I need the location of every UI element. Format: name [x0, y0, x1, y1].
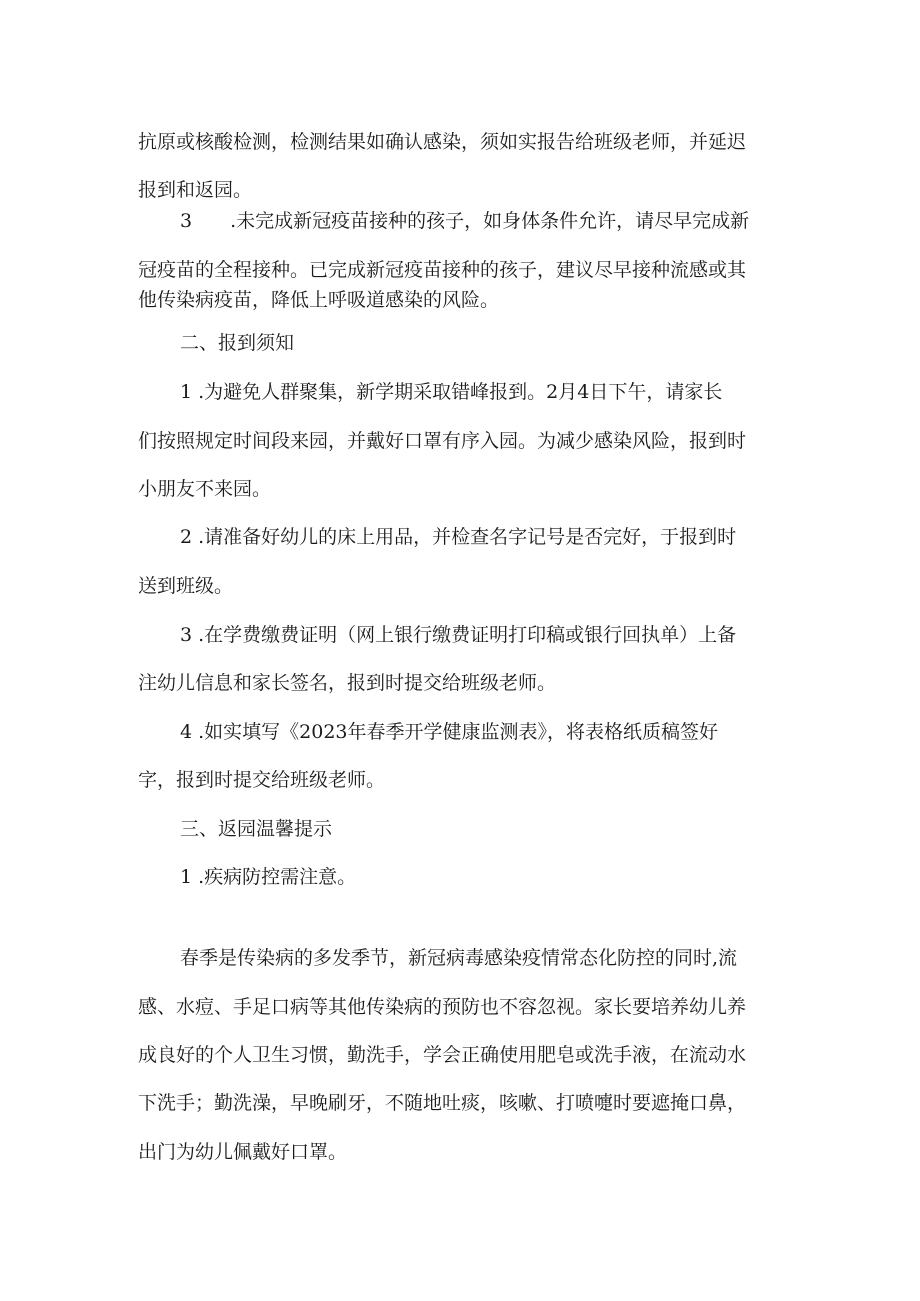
paragraph-line: 成良好的个人卫生习惯，勤洗手，学会正确使用肥皂或洗手液，在流动水 [138, 1044, 747, 1066]
section-heading: 三、返园温馨提示 [180, 818, 333, 840]
paragraph-line: 出门为幼儿佩戴好口罩。 [138, 1141, 348, 1163]
paragraph-line: 下洗手；勤洗澡，早晚刷牙，不随地吐痰，咳嗽、打喷嚏时要遮掩口鼻， [138, 1092, 747, 1114]
list-item-line: 1 .为避免人群聚集，新学期采取错峰报到。2月4日下午，请家长 [180, 381, 723, 403]
paragraph-line: 春季是传染病的多发季节，新冠病毒感染疫情常态化防控的同时,流 [180, 947, 738, 969]
paragraph-line: 感、水痘、手足口病等其他传染病的预防也不容忽视。家长要培养幼儿养 [138, 996, 747, 1018]
paragraph-line: 送到班级。 [138, 575, 234, 597]
paragraph-line: 注幼儿信息和家长签名，报到时提交给班级老师。 [138, 672, 557, 694]
list-item-line: 1 .疾病防控需注意。 [180, 866, 357, 888]
paragraph-line: 们按照规定时间段来园，并戴好口罩有序入园。为减少感染风险，报到时 [138, 430, 747, 452]
paragraph-line: 抗原或核酸检测，检测结果如确认感染，须如实报告给班级老师，并延迟 [138, 131, 747, 153]
paragraph-line: 报到和返园。 [138, 179, 253, 201]
paragraph-line: 字，报到时提交给班级老师。 [138, 769, 386, 791]
paragraph-line: 冠疫苗的全程接种。已完成新冠疫苗接种的孩子，建议尽早接种流感或其 [138, 259, 747, 281]
paragraph-line: 小朋友不来园。 [138, 478, 272, 500]
list-item-line: 3 .未完成新冠疫苗接种的孩子，如身体条件允许，请尽早完成新 [180, 210, 750, 232]
paragraph-line: 他传染病疫苗，降低上呼吸道感染的风险。 [138, 289, 500, 311]
section-heading: 二、报到须知 [180, 332, 295, 354]
list-item-line: 4 .如实填写《2023年春季开学健康监测表》，将表格纸质稿签好 [180, 721, 719, 743]
list-item-line: 3 .在学费缴费证明（网上银行缴费证明打印稿或银行回执单）上备 [180, 624, 737, 646]
list-item-line: 2 .请准备好幼儿的床上用品，并检查名字记号是否完好，于报到时 [180, 526, 737, 548]
